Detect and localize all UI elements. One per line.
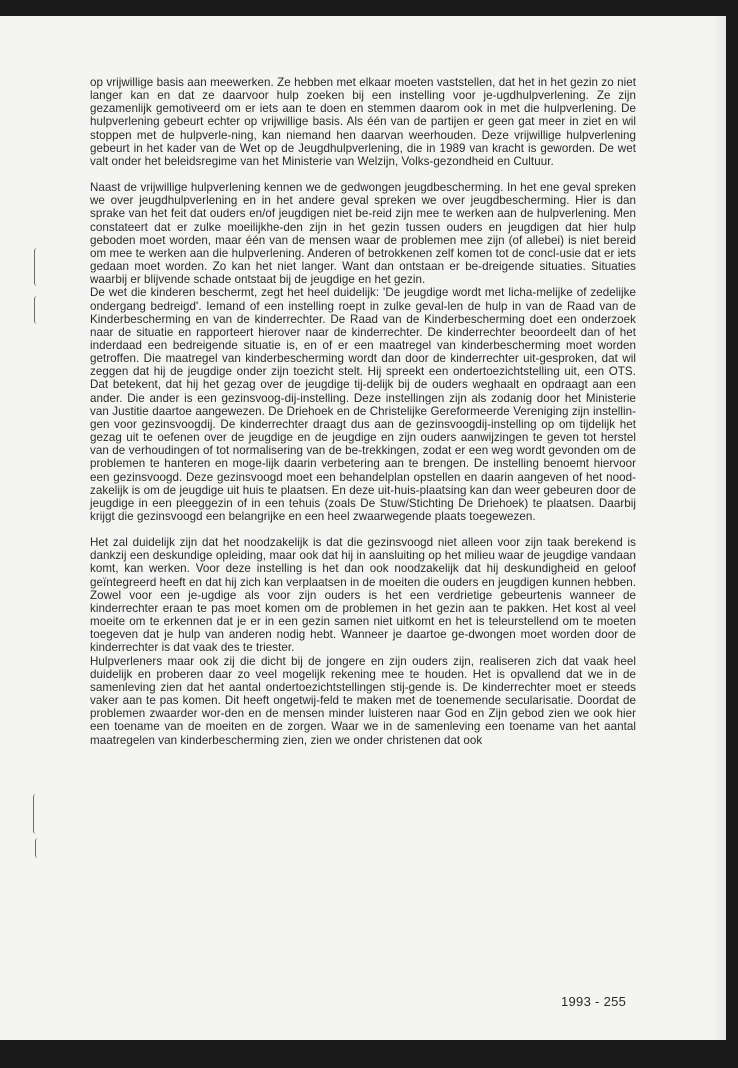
margin-pencil-mark [35, 838, 42, 858]
paragraph: De wet die kinderen beschermt, zegt het heel duidelijk: 'De jeugdige wordt met licha-melijke of zedelijke ondergang bedreigd'. Iemand of een instelling roept in zulke geval-len de hulp in van de Raad van de Kinderbescherming en van de kinderrechter. De Raad van de Kinderbescherming doet een onderzoek naar de situatie en rapporteert hierover naar de kinderrechter. De kinderrechter beoordeelt dan of het inderdaad een bedreigende situatie is, en of er een maatregel van kinderbescherming moet worden getroffen. Die maatregel van kinderbescherming wordt dan door de kinderrechter uit-gesproken, dat wil zeggen dat hij de jeugdige onder zijn toezicht stelt. Hij spreekt een ondertoezichtstelling uit, een OTS. Dat betekent, dat hij het gezag over de jeugdige tij-delijk bij de ouders weghaalt en opdraagt aan een ander. Die ander is een gezinsvoog-dij-instelling. Deze instellingen zijn als zodanig door het Ministerie van Justitie daartoe aangewezen. De Driehoek en de Christelijke Gereformeerde Vereniging zijn instellin-gen voor gezinsvoogdij. De kinderrechter draagt dus aan de gezinsvoogdij-instelling op om tijdelijk het gezag uit te oefenen over de jeugdige en de jeugdige en zijn ouders aanwijzingen te geven tot herstel van de verhoudingen of tot normalisering van de be-trekkingen, zodat er een weg wordt gevonden om de problemen te hanteren en moge-lijk daarin verbetering aan te brengen. De instelling benoemt hiervoor een gezinsvoogd. Deze gezinsvoogd moet een behandelplan opstellen en daarin aangeven of het nood-zakelijk is om de jeugdige uit huis te plaatsen. En deze uit-huis-plaatsing kan dan weer gebeuren door de jeugdige in een pleeggezin of in een tehuis (zoals De Stuw/Stichting De Driehoek) te plaatsen. Daarbij krijgt die gezinsvoogd een belangrijke en een heel zwaarwegende plaats toegewezen. [90, 286, 636, 523]
page-number: 1993 - 255 [561, 994, 627, 1009]
margin-pencil-mark [34, 296, 41, 324]
paragraph: Hulpverleners maar ook zij die dicht bij de jongere en zijn ouders zijn, realiseren zich dat vaak heel duidelijk en proberen daar zo veel mogelijk rekening mee te houden. Het is opvallend dat we in de samenleving zien dat het aantal ondertoezichtstellingen stij-gende is. De kinderrechter moet er steeds vaker aan te pas komen. Dit heeft ongetwij-feld te maken met de toenemende secularisatie. Doordat de problemen zwaarder wor-den en de mensen minder luisteren naar God en Zijn gebod zien we ook hier een toename van de moeiten en de zorgen. Waar we in de samenleving een toename van het aantal maatregelen van kinderbescherming zien, zien we onder christenen dat ook [90, 654, 636, 747]
paragraph: Naast de vrijwillige hulpverlening kennen we de gedwongen jeugdbescherming. In het ene geval spreken we over jeugdhulpverlening en in het andere geval spreken we over jeugdbescherming. Hier is dan sprake van het feit dat ouders en/of jeugdigen niet be-reid zijn mee te werken aan de hulpverlening. Men constateert dat er zulke moeilijkhe-den zijn in het gezin tussen ouders en jeugdigen dat hier hulp geboden moet worden, maar één van de mensen waar de problemen mee zijn (of allebei) is niet bereid om mee te werken aan die hulpverlening. Anderen of betrokkenen zelf komen tot de concl-usie dat er iets gedaan moet worden. Zo kan het niet langer. Want dan ontstaan er be-dreigende situaties. Situaties waarbij er blijvende schade ontstaat bij de jeugdige en het gezin. [90, 181, 636, 287]
document-page [0, 16, 726, 1040]
paragraph: op vrijwillige basis aan meewerken. Ze hebben met elkaar moeten vaststellen, dat het in het gezin zo niet langer kan en dat ze daarvoor hulp zoeken bij een instelling voor je-ugdhulpverlening. Ze zijn gezamenlijk gemotiveerd om er iets aan te doen en stemmen daarom ook in met die hulpverlening. De hulpverlening gebeurt echter op vrijwillige basis. Als één van de partijen er geen gat meer in ziet en wil stoppen met de hulpverle-ning, kan niemand hen daarvan weerhouden. Deze vrijwillige hulpverlening gebeurt in het kader van de Wet op de Jeugdhulpverlening, die in 1989 van kracht is geworden. De wet valt onder het beleidsregime van het Ministerie van Welzijn, Volks-gezondheid en Cultuur. [90, 76, 636, 168]
scan-border [0, 1040, 738, 1068]
body-text [90, 76, 636, 747]
margin-pencil-mark [33, 794, 40, 834]
margin-pencil-mark [34, 248, 41, 286]
paragraph: Het zal duidelijk zijn dat het noodzakelijk is dat die gezinsvoogd niet alleen voor zijn taak berekend is dankzij een deskundige opleiding, maar ook dat hij in aansluiting op het milieu waar de jeugdige vandaan komt, kan werken. Voor deze instelling is het dan ook noodzakelijk dat hij deskundigheid en geloof geïntegreerd heeft en dat hij zich kan verplaatsen in de moeiten die ouders en jeugdigen kunnen hebben. Zowel voor een je-ugdige als voor zijn ouders is het een verdrietige gebeurtenis wanneer de kinderrechter eraan te pas moet komen om de problemen in het gezin aan te pakken. Het kost al veel moeite om te erkennen dat je er in een gezin samen niet uitkomt en het is teleurstellend om te moeten toegeven dat je hulp van anderen nodig hebt. Wanneer je daartoe ge-dwongen moet worden door de kinderrechter is dat vaak des te triester. [90, 536, 636, 655]
